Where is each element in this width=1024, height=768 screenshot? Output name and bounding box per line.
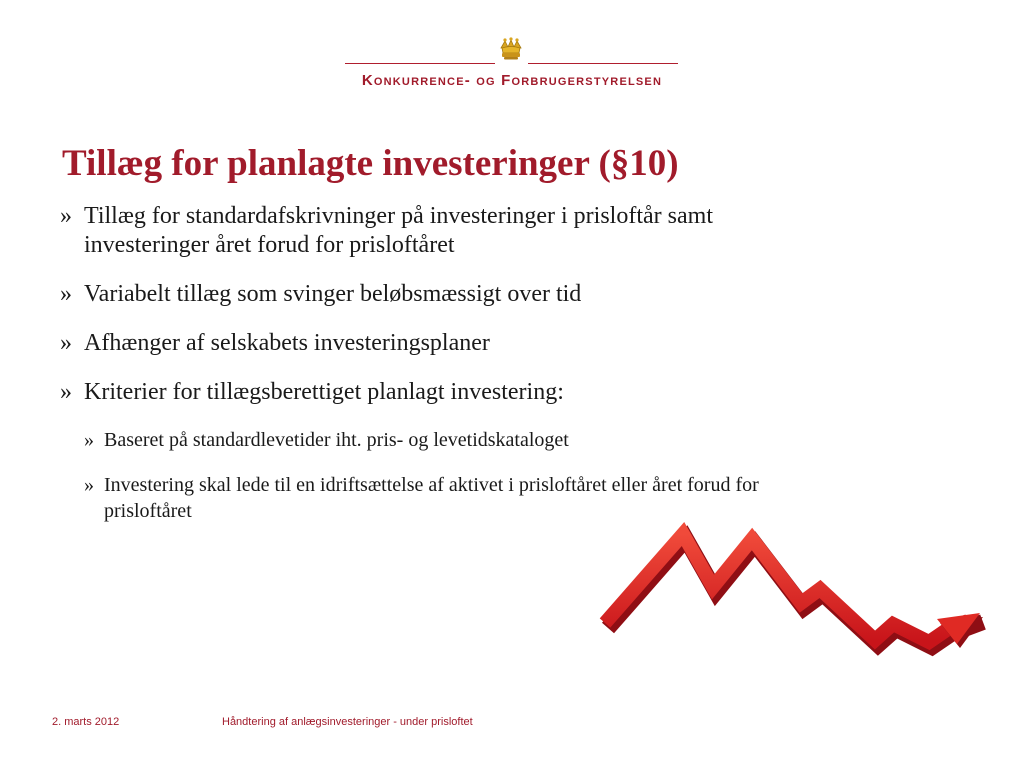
bullet-list bbox=[60, 202, 820, 543]
bullet-item bbox=[60, 202, 820, 260]
red-zigzag-arrow-icon bbox=[596, 520, 986, 665]
bullet-text: Tillæg for standardafskrivninger på investeringer i prisloftår samt investeringer året forud for prisloftåret bbox=[84, 203, 713, 258]
footer-caption: Håndtering af anlægsinvesteringer - under prisloftet bbox=[222, 716, 473, 728]
bullet-marker: » bbox=[84, 474, 94, 496]
bullet-text: Baseret på standardlevetider iht. pris- og levetidskataloget bbox=[104, 429, 569, 451]
bullet-marker: » bbox=[60, 330, 72, 356]
crown-icon bbox=[496, 36, 526, 62]
bullet-item bbox=[60, 329, 820, 358]
header-rule-left bbox=[345, 63, 495, 64]
bullet-marker: » bbox=[60, 203, 72, 229]
sub-bullet-item bbox=[60, 427, 820, 453]
slide-header bbox=[0, 0, 1024, 100]
footer-date: 2. marts 2012 bbox=[52, 716, 120, 728]
bullet-marker: » bbox=[60, 379, 72, 405]
slide-title: Tillæg for planlagte investeringer (§10) bbox=[62, 143, 679, 184]
bullet-marker: » bbox=[60, 281, 72, 307]
bullet-text: Variabelt tillæg som svinger beløbsmæssigt over tid bbox=[84, 281, 582, 307]
header-rule-right bbox=[528, 63, 678, 64]
sub-bullet-item bbox=[60, 472, 820, 524]
bullet-text: Afhænger af selskabets investeringsplaner bbox=[84, 330, 490, 356]
bullet-item bbox=[60, 280, 820, 309]
bullet-item bbox=[60, 378, 820, 407]
bullet-marker: » bbox=[84, 429, 94, 451]
agency-name: Konkurrence- og Forbrugerstyrelsen bbox=[361, 72, 663, 89]
bullet-text: Investering skal lede til en idriftsættelse af aktivet i prisloftåret eller året forud for prisloftåret bbox=[104, 474, 759, 522]
bullet-text: Kriterier for tillægsberettiget planlagt investering: bbox=[84, 379, 564, 405]
